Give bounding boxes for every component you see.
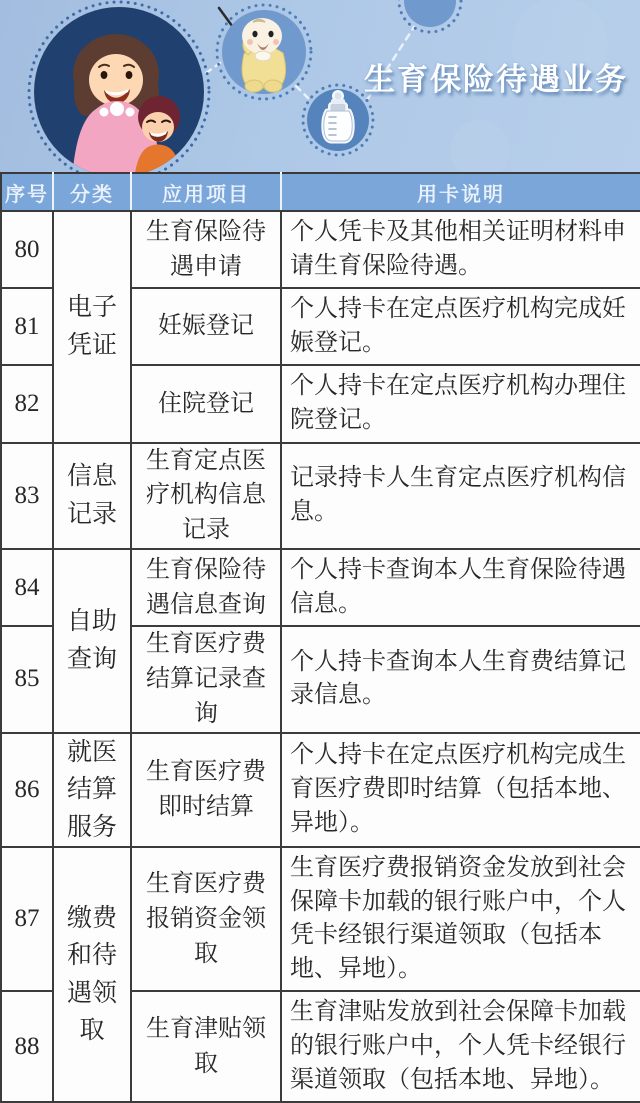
table-row bbox=[1, 549, 640, 626]
category-cell: 缴费和待遇领取 bbox=[53, 847, 131, 1102]
desc-cell: 生育医疗费报销资金发放到社会保障卡加载的银行账户中，个人凭卡经银行渠道领取（包括本地、异地）。 bbox=[281, 847, 640, 991]
item-cell: 生育保险待遇信息查询 bbox=[131, 549, 281, 626]
milk-bottle-icon bbox=[303, 85, 373, 155]
desc-cell: 个人持卡查询本人生育保险待遇信息。 bbox=[281, 549, 640, 626]
baby-icon bbox=[217, 5, 311, 99]
desc-cell: 个人持卡在定点医疗机构办理住院登记。 bbox=[281, 365, 640, 442]
desc-cell: 记录持卡人生育定点医疗机构信息。 bbox=[281, 443, 640, 549]
column-header-category: 分类 bbox=[53, 173, 131, 211]
desc-cell: 个人持卡在定点医疗机构完成妊娠登记。 bbox=[281, 288, 640, 365]
item-cell: 生育定点医疗机构信息记录 bbox=[131, 443, 281, 549]
page-title: 生育保险待遇业务 bbox=[364, 62, 628, 97]
item-cell: 生育医疗费结算记录查询 bbox=[131, 626, 281, 732]
serial-cell: 84 bbox=[1, 549, 53, 626]
column-header-item: 应用项目 bbox=[131, 173, 281, 211]
category-cell: 自助查询 bbox=[53, 549, 131, 733]
serial-cell: 86 bbox=[1, 733, 53, 848]
column-header-no: 序号 bbox=[1, 173, 53, 211]
category-cell: 信息记录 bbox=[53, 443, 131, 549]
table-row bbox=[1, 211, 640, 288]
desc-cell: 个人持卡在定点医疗机构完成生育医疗费即时结算（包括本地、异地）。 bbox=[281, 733, 640, 848]
serial-cell: 81 bbox=[1, 288, 53, 365]
mother-child-icon bbox=[29, 2, 209, 172]
table-row bbox=[1, 443, 640, 549]
table-header-row bbox=[1, 173, 640, 211]
category-cell: 电子凭证 bbox=[53, 211, 131, 443]
item-cell: 生育医疗费即时结算 bbox=[131, 733, 281, 848]
table-row bbox=[1, 733, 640, 848]
serial-cell: 85 bbox=[1, 626, 53, 732]
banner bbox=[0, 0, 640, 172]
item-cell: 生育津贴领取 bbox=[131, 991, 281, 1102]
column-header-description: 用卡说明 bbox=[281, 173, 640, 211]
category-cell: 就医结算服务 bbox=[53, 733, 131, 848]
serial-cell: 88 bbox=[1, 991, 53, 1102]
desc-cell: 生育津贴发放到社会保障卡加载的银行账户中，个人凭卡经银行渠道领取（包括本地、异地）。 bbox=[281, 991, 640, 1102]
item-cell: 生育医疗费报销资金领取 bbox=[131, 847, 281, 991]
desc-cell: 个人持卡查询本人生育费结算记录信息。 bbox=[281, 626, 640, 732]
table-row bbox=[1, 847, 640, 991]
benefits-table bbox=[0, 172, 640, 1103]
serial-cell: 83 bbox=[1, 443, 53, 549]
item-cell: 住院登记 bbox=[131, 365, 281, 442]
serial-cell: 80 bbox=[1, 211, 53, 288]
serial-cell: 82 bbox=[1, 365, 53, 442]
item-cell: 生育保险待遇申请 bbox=[131, 211, 281, 288]
serial-cell: 87 bbox=[1, 847, 53, 991]
decor-circle bbox=[399, 0, 461, 32]
desc-cell: 个人凭卡及其他相关证明材料申请生育保险待遇。 bbox=[281, 211, 640, 288]
bokeh-circle bbox=[450, 120, 510, 172]
item-cell: 妊娠登记 bbox=[131, 288, 281, 365]
